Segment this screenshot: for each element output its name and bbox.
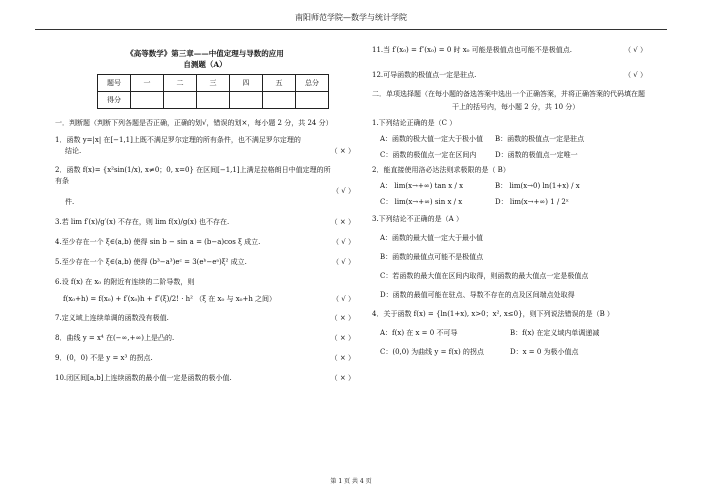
choice-option: B： lim(x→0) ln(1+x) / x [495,182,580,190]
judge-text: 若 lim f′(x)/g′(x) 不存在，则 lim f(x)/g(x) 也不存在. [61,218,230,226]
judge-text: 设 f(x) 在 x₀ 的附近有连续的二阶导数，则 [61,278,195,286]
judge-text: 函数 f(x)= {x²sin(1/x), x≠0；0, x=0} 在区间[−1,1]上满足拉格朗日中值定理的所有条 [55,166,331,185]
judge-item-9 [55,353,355,364]
choice-option: D： lim(x→+∞) 1 / 2ˣ [495,198,569,206]
choice-question: 2．能直接使用洛必达法则求极限的是（ B） [372,166,510,174]
choice-question: 3.下列结论不正确的是（A ） [372,215,463,223]
judge-item-11 [372,45,647,56]
choice-option: D：函数的极值点一定唯一 [495,151,578,159]
judge-num: 2． [55,166,67,174]
judge-cont: 结论. [65,147,82,155]
page-footer: 第 1 页 共 4 页 [330,478,372,485]
score-table-score-row [98,92,329,109]
judge-mark: （ √ ） [332,295,355,303]
judge-item-8 [55,333,355,344]
taylor-formula: f(x₀+h) = f(x₀) + f′(x₀)h + f″(ξ)/2! · h² （ξ 在 x₀ 与 x₀+h 之间） [63,295,277,303]
choice-option: C：函数的极值点一定在区间内 [380,151,477,159]
choice-options-row [372,134,647,145]
score-cell: 三 [197,75,230,92]
judge-mark: （ × ） [330,218,355,226]
score-cell [164,92,197,109]
paper-subtitle: 自测题（A） [183,60,227,69]
judge-mark: （ √ ） [332,258,355,266]
score-cell [197,92,230,109]
judge-num: 9． [55,354,67,362]
choice-question: 1.下列结论正确的是（C ） [372,119,457,127]
score-cell: 题号 [98,75,131,92]
choice-heading: 二．单项选择题（在每小题的备选答案中选出一个正确答案，并将正确答案的代码填在题 [372,90,645,98]
score-cell [296,92,329,109]
judge-item-3 [55,217,355,228]
judge-item-6 [55,277,355,305]
score-cell: 总分 [296,75,329,92]
score-cell [131,92,164,109]
judge-mark: （ × ） [330,147,355,155]
judge-item-5 [55,257,355,268]
judge-num: 11. [372,46,384,54]
judge-mark: （ √ ） [624,46,647,54]
judge-cont: 件. [65,198,75,206]
judge-mark: （ × ） [330,334,355,342]
score-cell: 一 [131,75,164,92]
choice-option: A： lim(x→+∞) tan x / x [380,182,464,190]
judge-num: 8． [55,334,67,342]
choice-item-2 [372,165,647,208]
judge-text: 闭区间[a,b]上连续函数的最小值一定是函数的极小值. [66,374,232,382]
paper-title: 《高等数学》第三章——中值定理与导数的应用 [126,49,284,58]
choice-option: B：函数的极值点一定是驻点 [495,135,585,143]
judge-item-10 [55,373,355,384]
choice-item-1 [372,118,647,161]
judge-mark: （ × ） [330,354,355,362]
judge-num: 5. [55,258,62,266]
judge-num: 12. [372,71,384,79]
score-table [97,74,329,109]
judge-text: 至少存在一个 ξ∈(a,b) 使得 sin b − sin a = (b−a)cos ξ 成立. [61,238,261,246]
judge-item-4 [55,237,355,248]
judge-num: 10. [55,374,67,382]
choice-option: A：f(x) 在 x = 0 不可导 [380,329,458,337]
right-column [372,42,647,358]
choice-option: D：函数的最值可能在驻点、导数不存在的点及区间端点处取得 [380,291,575,299]
choice-option: D：x = 0 为极小值点 [510,348,579,356]
judge-item-1 [55,135,355,157]
header-rule [35,29,667,30]
score-cell: 二 [164,75,197,92]
judge-mark: （ × ） [330,314,355,322]
choice-option: A：函数的最大值一定大于最小值 [380,234,484,242]
judge-num: 4. [55,238,62,246]
judge-heading: 一．判断题（判断下列各题是否正确，正确的划√，错误的划×，每小题 2 分，共 24 分） [55,119,333,127]
judge-mark: （ √ ） [332,187,355,195]
judge-num: 1． [55,136,67,144]
score-cell [230,92,263,109]
score-cell: 得分 [98,92,131,109]
judge-item-7 [55,313,355,324]
choice-item-3 [372,214,647,301]
judge-mark: （ √ ） [624,71,647,79]
judge-num: 7. [55,314,62,322]
choice-option: B：f(x) 在定义域内单调递减 [510,329,600,337]
choice-heading-cont: 干上的括号内，每小题 2 分，共 10 分） [452,103,580,111]
judge-text: (0，0) 不是 y = x³ 的拐点. [66,354,153,362]
choice-options-row [372,328,647,339]
choice-option: C：若函数的最大值在区间内取得，则函数的最大值点一定是极值点 [380,272,589,280]
choice-option: A：函数的极大值一定大于极小值 [380,135,484,143]
choice-option: B：函数的最值点可能不是极值点 [380,253,484,261]
judge-num: 3. [55,218,62,226]
choice-option: C：(0,0) 为曲线 y = f(x) 的拐点 [380,348,484,356]
judge-num: 6. [55,278,62,286]
header-title: 南阳师范学院—数学与统计学院 [295,13,407,22]
choice-options-row [372,150,647,161]
score-cell [263,92,296,109]
judge-text: 定义域上连续单调的函数没有极值. [61,314,169,322]
judge-text: 曲线 y = x⁴ 在(−∞,+∞)上是凸的. [66,334,175,342]
choice-item-4 [372,309,647,358]
judge-text: 至少存在一个 ξ∈(a,b) 使得 (b³−a³)eᶜ = 3(eᵇ−eᵃ)ξ² 成立. [61,258,247,266]
score-cell: 五 [263,75,296,92]
judge-item-2 [55,165,355,208]
choice-options-row [372,181,647,192]
choice-question: 4．关于函数 f(x) = {ln(1+x), x>0；x², x≤0}，则下列说法错误的是（B ） [372,310,614,318]
choice-options-row [372,197,647,208]
judge-text: 当 f′(x₀) = f″(x₀) = 0 时 x₀ 可能是极值点也可能不是极值点. [383,46,572,54]
judge-text: 可导函数的极值点一定是驻点. [383,71,477,79]
choice-option: C： lim(x→+∞) sin x / x [380,198,463,206]
left-column [55,48,355,384]
choice-options-row [372,347,647,358]
judge-item-12 [372,70,647,81]
judge-mark: （ √ ） [332,238,355,246]
judge-mark: （ × ） [330,374,355,382]
judge-text: 函数 y=|x| 在[−1,1]上既不满足罗尔定理的所有条件，也不满足罗尔定理的 [66,136,301,144]
score-cell: 四 [230,75,263,92]
score-table-header-row [98,75,329,92]
page-header [0,0,702,30]
